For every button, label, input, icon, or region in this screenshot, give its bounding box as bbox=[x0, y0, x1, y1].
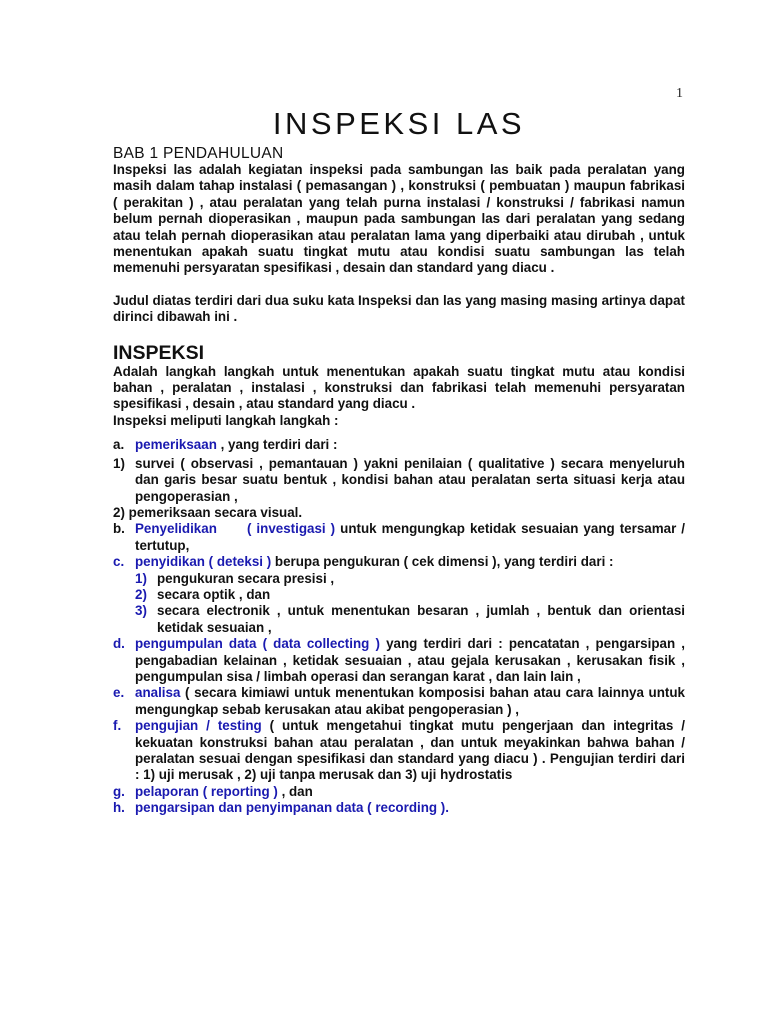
pemeriksaan-subitem-1 bbox=[113, 456, 685, 505]
list-marker: 1) bbox=[113, 455, 125, 471]
list-item-g bbox=[113, 784, 685, 800]
list-item-e bbox=[113, 685, 685, 718]
section-heading-inspeksi: INSPEKSI bbox=[113, 341, 205, 364]
list-item-h bbox=[113, 800, 685, 816]
list-item-c bbox=[113, 554, 685, 570]
title-explanation-paragraph: Judul diatas terdiri dari dua suku kata Inspeksi dan las yang masing masing artinya dapat dirinci dibawah ini . bbox=[113, 292, 685, 325]
inspeksi-definition: Adalah langkah langkah untuk menentukan apakah suatu tingkat mutu atau kondisi bahan , peralatan , instalasi , konstruksi dan fabrikasi telah memenuhi persyaratan spesifikasi , desain , atau standard yang diacu . bbox=[113, 363, 685, 412]
list-description: , yang terdiri dari : bbox=[216, 437, 338, 453]
list-marker: c. bbox=[113, 554, 125, 570]
list-marker: g. bbox=[113, 783, 125, 799]
list-term: pemeriksaan bbox=[135, 437, 217, 453]
list-description: yang terdiri dari : pencatatan , pengarsipan , pengabadian kelainan , ketidak sesuaian , atau gejala kerusakan , kerusakan fisik , pengumpulan sisa / limbah operasi dan serangan karat , dan lain lain , bbox=[135, 636, 685, 684]
list-description: pengukuran secara presisi , bbox=[157, 570, 335, 586]
list-description: pemeriksaan secara visual. bbox=[128, 504, 303, 520]
list-term: pengarsipan dan penyimpanan data ( recording ). bbox=[135, 800, 449, 816]
list-term: analisa bbox=[135, 685, 181, 701]
list-description: ( secara kimiawi untuk menentukan komposisi bahan atau cara lainnya untuk mengungkap sebab kerusakan atau akibat pengoperasian ) , bbox=[135, 685, 685, 717]
list-marker: 2) bbox=[135, 586, 147, 602]
list-marker: a. bbox=[113, 437, 125, 453]
list-marker: b. bbox=[113, 521, 125, 537]
penyidikan-sublist bbox=[113, 571, 685, 637]
list-marker: h. bbox=[113, 800, 125, 816]
list-description: ( untuk mengetahui tingkat mutu pengerjaan dan integritas / kekuatan konstruksi bahan atau peralatan , dan untuk meyakinkan bahwa bahan / peralatan sesuai dengan spesifikasi dan standard yang diacu ) . Pengujian terdiri dari : 1) uji merusak , 2) uji tanpa merusak dan 3) uji hydrostatis bbox=[135, 718, 685, 783]
list-description: survei ( observasi , pemantauan ) yakni penilaian ( qualitative ) secara menyeluruh dan garis besar suatu bentuk , kondisi bahan atau peralatan serta situasi kerja atau pengoperasian , bbox=[135, 455, 685, 504]
list-description: secara electronik , untuk menentukan besaran , jumlah , bentuk dan orientasi ketidak sesuaian , bbox=[157, 603, 685, 635]
list-marker: 1) bbox=[135, 570, 147, 586]
list-description: secara optik , dan bbox=[157, 586, 271, 602]
intro-paragraph: Inspeksi las adalah kegiatan inspeksi pada sambungan las baik pada peralatan yang masih dalam tahap instalasi ( pemasangan ) , konstruksi ( pembuatan ) maupun fabrikasi ( perakitan ) , atau peralatan yang telah purna instalasi / konstruksi / fabrikasi namun belum pernah dioperasikan , maupun pada sambungan las dari peralatan yang sedang atau telah pernah dioperasikan atau peralatan lama yang diperbaiki atau dirubah , untuk menentukan apakah suatu tingkat mutu atau kondisi suatu sambungan las telah memenuhi persyaratan spesifikasi , desain dan standard yang diacu . bbox=[113, 162, 685, 276]
list-item-d bbox=[113, 636, 685, 685]
list-item-b bbox=[113, 521, 685, 554]
list-description: untuk mengungkap ketidak sesuaian yang tersamar / tertutup, bbox=[135, 521, 686, 553]
penyidikan-subitem-2 bbox=[135, 587, 685, 603]
list-term: pelaporan ( reporting ) bbox=[135, 783, 278, 799]
list-marker: 3) bbox=[135, 603, 147, 619]
list-marker: f. bbox=[113, 718, 122, 734]
list-item-f bbox=[113, 718, 685, 784]
pemeriksaan-subitem-2 bbox=[113, 505, 685, 521]
list-item-a bbox=[113, 437, 685, 453]
chapter-heading: BAB 1 PENDAHULUAN bbox=[113, 145, 284, 162]
list-description: berupa pengukuran ( cek dimensi ), yang terdiri dari : bbox=[271, 554, 614, 570]
document-body bbox=[113, 145, 685, 817]
list-marker: e. bbox=[113, 685, 125, 701]
document-title: INSPEKSI LAS bbox=[272, 106, 526, 141]
penyidikan-subitem-1 bbox=[135, 571, 685, 587]
list-marker: 2) bbox=[113, 504, 125, 520]
inspeksi-steps-intro: Inspeksi meliputi langkah langkah : bbox=[113, 412, 339, 428]
list-term: pengumpulan data ( data collecting ) bbox=[135, 636, 380, 652]
list-marker: d. bbox=[113, 636, 125, 652]
list-term: penyidikan ( deteksi ) bbox=[135, 554, 272, 570]
penyidikan-subitem-3 bbox=[135, 603, 685, 636]
list-term: pengujian / testing bbox=[135, 718, 262, 734]
list-description: , dan bbox=[277, 783, 313, 799]
list-term: Penyelidikan ( investigasi ) bbox=[135, 521, 336, 537]
page-number: 1 bbox=[676, 86, 683, 101]
